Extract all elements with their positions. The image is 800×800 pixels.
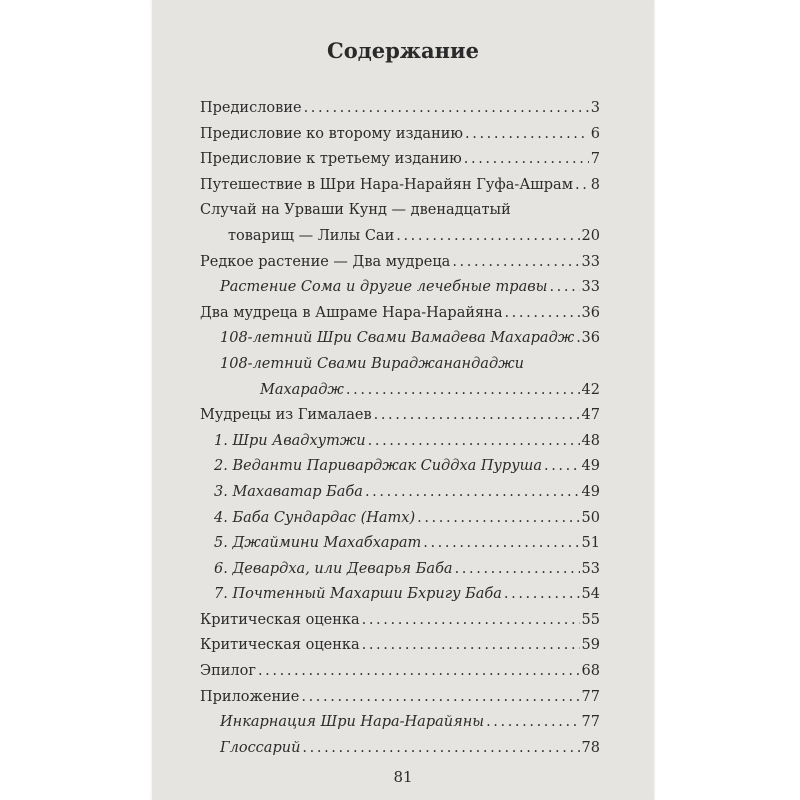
- toc-entry-title-continued: Махарадж: [260, 381, 344, 398]
- toc-entry-page: 59: [581, 637, 600, 654]
- book-page: [152, 0, 654, 800]
- toc-entry-title: 108-летний Свами Вираджанандаджи: [220, 355, 524, 372]
- toc-entry-page: 7: [590, 151, 600, 168]
- toc-entry: [200, 659, 600, 685]
- toc-entry-title: Случай на Урваши Кунд — двенадцатый: [200, 202, 511, 219]
- toc-entry-title: 6. Девардха, или Деварья Баба: [214, 560, 453, 577]
- toc-entry-page: 53: [581, 560, 600, 577]
- toc-entry-page: 50: [581, 509, 600, 526]
- toc-entry-title: 3. Махаватар Баба: [214, 483, 363, 500]
- toc-entry: [200, 352, 600, 403]
- toc-entry: [200, 557, 600, 583]
- leader-dots: [258, 659, 580, 685]
- toc-entry: [200, 122, 600, 148]
- leader-dots: [362, 633, 580, 659]
- leader-dots: [302, 736, 579, 762]
- toc-entry: [200, 301, 600, 327]
- leader-dots: [544, 454, 580, 480]
- toc-entry-title: Предисловие ко второму изданию: [200, 125, 464, 142]
- toc-entry: [200, 147, 600, 173]
- page-number: 81: [393, 768, 413, 786]
- leader-dots: [455, 557, 580, 583]
- leader-dots: [504, 301, 579, 327]
- toc-entry-page: 49: [581, 483, 600, 500]
- toc-entry-page: 49: [581, 458, 600, 475]
- toc-entry-page: 8: [590, 176, 600, 193]
- toc-entry-page: 3: [590, 100, 600, 116]
- toc-entry-title: Растение Сома и другие лечебные травы: [220, 279, 548, 296]
- toc-entry-page: 33: [581, 279, 600, 296]
- toc-entry: [200, 685, 600, 711]
- toc-entry-page: 54: [581, 586, 600, 603]
- toc-entry-title: Критическая оценка: [200, 611, 360, 628]
- toc-entry-title: 5. Джаймини Махабхарат: [214, 535, 422, 552]
- toc-entry-page: 68: [581, 663, 600, 680]
- toc-entry-page: 36: [581, 330, 600, 347]
- toc-entry: [200, 506, 600, 532]
- toc-entry: [200, 173, 600, 199]
- leader-dots: [417, 506, 579, 532]
- toc-entry: [200, 429, 600, 455]
- toc-entry-title: 7. Почтенный Махарши Бхригу Баба: [214, 586, 502, 603]
- leader-dots: [396, 224, 579, 250]
- toc-entry-page: 6: [590, 125, 600, 142]
- toc-entry-page: 47: [581, 407, 600, 424]
- toc-entry-page: 42: [581, 381, 600, 398]
- toc-entry: [200, 403, 600, 429]
- toc-entry: [200, 531, 600, 557]
- toc-entry: [200, 480, 600, 506]
- toc-entry-title: 4. Баба Сундардас (Натх): [214, 509, 416, 526]
- page-title: Содержание: [327, 38, 479, 63]
- toc-entry-title: 108-летний Шри Свами Вамадева Махарадж: [220, 330, 575, 347]
- leader-dots: [301, 685, 579, 711]
- leader-dots: [304, 96, 589, 122]
- toc-entry-title: Эпилог: [200, 663, 256, 680]
- toc-entry-title: Глоссарий: [220, 739, 301, 756]
- toc-entry: [200, 96, 600, 122]
- toc-entry: [200, 582, 600, 608]
- table-of-contents: [200, 96, 600, 761]
- leader-dots: [575, 173, 589, 199]
- leader-dots: [423, 531, 579, 557]
- leader-dots: [464, 147, 589, 173]
- toc-entry-page: 48: [581, 432, 600, 449]
- toc-entry-title: Путешествие в Шри Нара-Нарайян Гуфа-Ашрам: [200, 176, 573, 193]
- toc-entry-title: Редкое растение — Два мудреца: [200, 253, 451, 270]
- toc-entry: [200, 736, 600, 762]
- toc-entry: [200, 198, 600, 249]
- toc-entry: [200, 633, 600, 659]
- toc-entry-title: Предисловие к третьему изданию: [200, 151, 462, 168]
- toc-entry-title: Критическая оценка: [200, 637, 360, 654]
- toc-entry-title: Два мудреца в Ашраме Нара-Нарайяна: [200, 304, 503, 321]
- leader-dots: [465, 122, 589, 148]
- leader-dots: [486, 710, 579, 736]
- toc-entry-page: 20: [581, 227, 600, 244]
- toc-entry-title-continued: товарищ — Лилы Саи: [228, 227, 395, 244]
- toc-entry-page: 51: [581, 535, 600, 552]
- toc-entry-page: 78: [581, 739, 600, 756]
- leader-dots: [368, 429, 580, 455]
- leader-dots: [452, 250, 579, 276]
- leader-dots: [346, 378, 580, 404]
- toc-entry: [200, 250, 600, 276]
- toc-entry-title: Мудрецы из Гималаев: [200, 407, 372, 424]
- leader-dots: [362, 608, 580, 634]
- leader-dots: [374, 403, 580, 429]
- toc-entry-title: 2. Веданти Париварджак Сиддха Пуруша: [214, 458, 542, 475]
- toc-entry: [200, 710, 600, 736]
- toc-entry-title: Приложение: [200, 688, 300, 705]
- toc-entry-title: 1. Шри Авадхутжи: [214, 432, 366, 449]
- toc-entry-page: 77: [581, 714, 600, 731]
- toc-entry: [200, 326, 600, 352]
- toc-entry-page: 33: [581, 253, 600, 270]
- leader-dots: [365, 480, 580, 506]
- toc-entry: [200, 275, 600, 301]
- leader-dots: [504, 582, 580, 608]
- toc-entry-page: 77: [581, 688, 600, 705]
- leader-dots: [576, 326, 579, 352]
- toc-entry-title: Инкарнация Шри Нара-Нарайяны: [220, 714, 485, 731]
- toc-entry-page: 55: [581, 611, 600, 628]
- toc-entry: [200, 608, 600, 634]
- toc-entry: [200, 454, 600, 480]
- toc-entry-title: Предисловие: [200, 100, 302, 116]
- toc-entry-page: 36: [581, 304, 600, 321]
- leader-dots: [549, 275, 579, 301]
